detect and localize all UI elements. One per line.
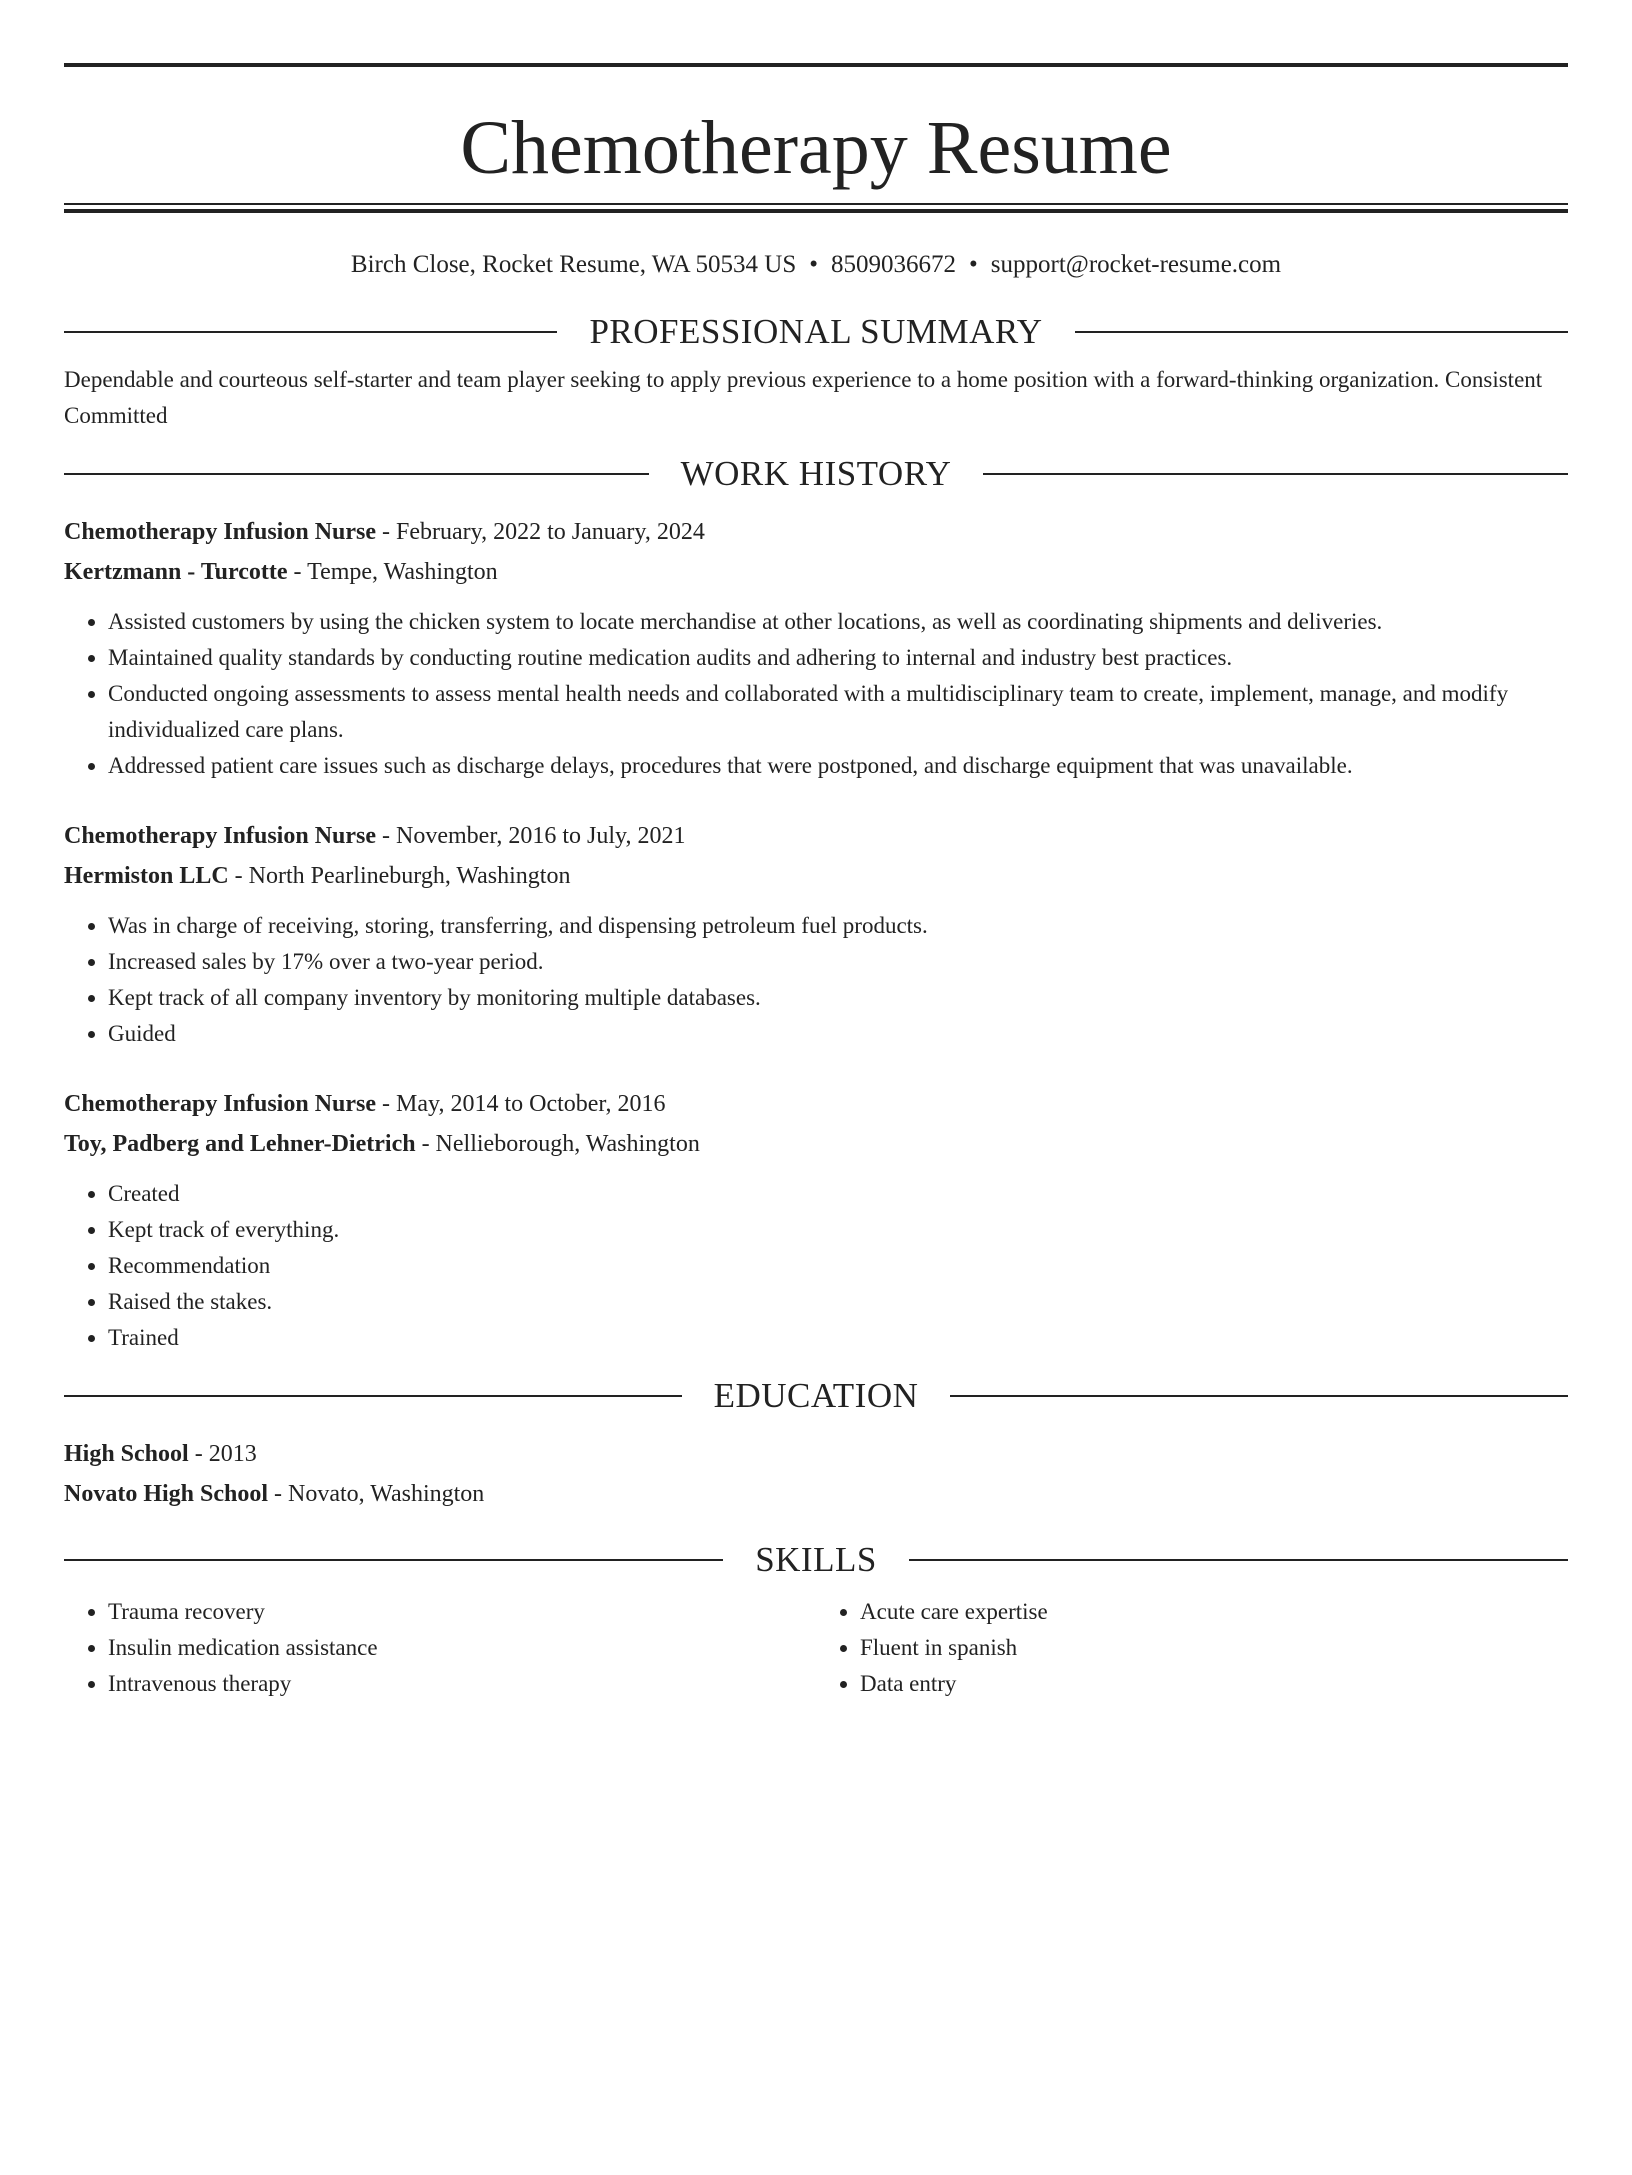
job-title: Chemotherapy Infusion Nurse <box>64 823 377 849</box>
contact-line <box>64 250 1568 280</box>
education-school: Novato High School <box>64 1481 269 1507</box>
section-heading-summary <box>64 312 1568 352</box>
education-year: - 2013 <box>188 1441 257 1467</box>
skills-list <box>64 1594 1568 1702</box>
job-company-line <box>64 552 1568 592</box>
list-item: • Kept track of all company inventory by monitoring multiple databases. <box>108 980 1568 1016</box>
top-rule <box>64 63 1568 67</box>
heading-rule-left <box>64 331 557 333</box>
list-item: • Conducted ongoing assessments to assess mental health needs and collaborated with a multidisciplinary team to create, implement, manage, and modify individualized care plans. <box>108 676 1568 748</box>
section-title: WORK HISTORY <box>680 454 952 493</box>
skill-item: • Acute care expertise <box>860 1594 1568 1630</box>
list-item: • Kept track of everything. <box>108 1212 1568 1248</box>
heading-rule-right <box>983 473 1568 475</box>
job-company-line <box>64 1124 1568 1164</box>
job-entry <box>64 1084 1568 1356</box>
list-item: • Assisted customers by using the chicken system to locate merchandise at other locations, as well as coordinating shipments and deliveries. <box>108 604 1568 640</box>
list-item: • Was in charge of receiving, storing, transferring, and dispensing petroleum fuel products. <box>108 908 1568 944</box>
section-heading-skills <box>64 1540 1568 1580</box>
heading-rule-right <box>1075 331 1568 333</box>
skills-column-left <box>64 1594 816 1702</box>
contact-phone: 8509036672 <box>831 251 957 278</box>
job-dates: - November, 2016 to July, 2021 <box>376 823 686 849</box>
skills-column-right <box>816 1594 1568 1702</box>
section-title: SKILLS <box>755 1540 877 1579</box>
section-title: EDUCATION <box>713 1376 919 1415</box>
skill-item: • Data entry <box>860 1666 1568 1702</box>
job-duties <box>64 908 1568 1052</box>
list-item: • Increased sales by 17% over a two-year period. <box>108 944 1568 980</box>
summary-text: Dependable and courteous self-starter and team player seeking to apply previous experience to a home position with a forward-thinking organization. Consistent Committed <box>64 367 1543 428</box>
contact-separator: • <box>809 251 819 278</box>
job-title-line <box>64 816 1568 856</box>
job-dates: - May, 2014 to October, 2016 <box>376 1091 666 1117</box>
heading-rule-right <box>909 1559 1568 1561</box>
job-location: - North Pearlineburgh, Washington <box>228 863 571 889</box>
job-entry <box>64 816 1568 1052</box>
job-entry <box>64 512 1568 784</box>
heading-rule-left <box>64 473 649 475</box>
education-degree-line <box>64 1434 1568 1474</box>
heading-rule-left <box>64 1559 723 1561</box>
job-company-line <box>64 856 1568 896</box>
job-location: - Tempe, Washington <box>287 559 498 585</box>
job-company: Kertzmann - Turcotte <box>64 559 288 585</box>
job-location: - Nellieborough, Washington <box>415 1131 700 1157</box>
education-entry <box>64 1434 1568 1514</box>
list-item: • Created <box>108 1176 1568 1212</box>
title-double-rule <box>64 203 1568 214</box>
list-item: • Maintained quality standards by conducting routine medication audits and adhering to internal and industry best practices. <box>108 640 1568 676</box>
list-item: • Addressed patient care issues such as discharge delays, procedures that were postponed, and discharge equipment that was unavailable. <box>108 748 1568 784</box>
section-heading-work <box>64 454 1568 494</box>
job-dates: - February, 2022 to January, 2024 <box>376 519 705 545</box>
resume-page <box>0 63 1632 2175</box>
skill-item: • Trauma recovery <box>108 1594 816 1630</box>
job-title: Chemotherapy Infusion Nurse <box>64 519 377 545</box>
skill-item: • Fluent in spanish <box>860 1630 1568 1666</box>
contact-email: support@rocket-resume.com <box>990 251 1282 278</box>
list-item: • Guided <box>108 1016 1568 1052</box>
resume-title: Chemotherapy Resume <box>460 106 1172 190</box>
job-title-line <box>64 1084 1568 1124</box>
education-school-line <box>64 1474 1568 1514</box>
education-location: - Novato, Washington <box>268 1481 485 1507</box>
skill-item: • Intravenous therapy <box>108 1666 816 1702</box>
job-title: Chemotherapy Infusion Nurse <box>64 1091 377 1117</box>
education-degree: High School <box>64 1441 189 1467</box>
contact-address: Birch Close, Rocket Resume, WA 50534 US <box>350 251 797 278</box>
job-duties <box>64 604 1568 784</box>
list-item: • Recommendation <box>108 1248 1568 1284</box>
job-duties <box>64 1176 1568 1356</box>
job-company: Toy, Padberg and Lehner-Dietrich <box>64 1131 416 1157</box>
heading-rule-right <box>950 1395 1568 1397</box>
job-company: Hermiston LLC <box>64 863 229 889</box>
list-item: • Trained <box>108 1320 1568 1356</box>
section-heading-education <box>64 1376 1568 1416</box>
contact-separator: • <box>969 251 978 278</box>
section-title: PROFESSIONAL SUMMARY <box>589 312 1043 351</box>
skill-item: • Insulin medication assistance <box>108 1630 816 1666</box>
list-item: • Raised the stakes. <box>108 1284 1568 1320</box>
job-title-line <box>64 512 1568 552</box>
heading-rule-left <box>64 1395 682 1397</box>
